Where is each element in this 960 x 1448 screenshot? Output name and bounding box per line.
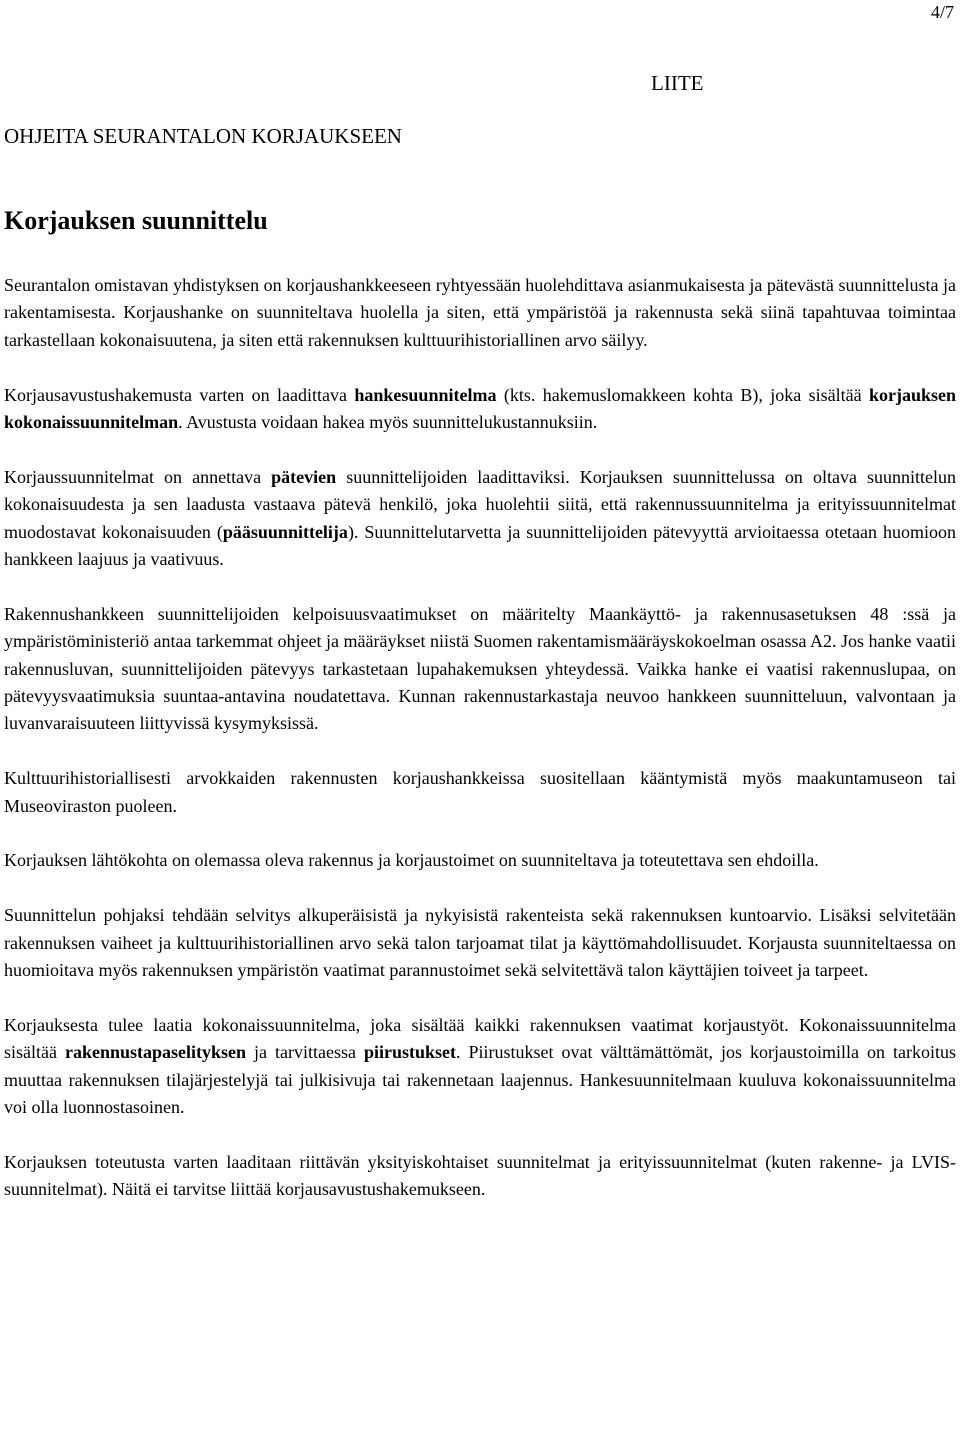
paragraph-8-bold-1: rakennustapaselityksen [64, 1042, 247, 1063]
paragraph-7: Suunnittelun pohjaksi tehdään selvitys alkuperäisistä ja nykyisistä rakenteista sekä rakennuksen kuntoarvio. Lisäksi selvitetään rakennuksen vaiheet ja kulttuurihistoriallinen arvo sekä talon tarjoamat tilat ja käyttömahdollisuudet. Korjausta suunniteltaessa on huomioitava myös rakennuksen ympäristön vaatimat parannustoimet sekä selvitettävä talon käyttäjien toiveet ja tarpeet. [4, 905, 956, 981]
paragraph-6: Korjauksen lähtökohta on olemassa oleva rakennus ja korjaustoimet on suunniteltava ja toteutettava sen ehdoilla. [4, 850, 819, 871]
paragraph-3-bold-1: pätevien [271, 466, 337, 487]
paragraph-2-text-1: Korjausavustushakemusta varten on laadittava [4, 384, 355, 405]
paragraph-3-bold-2: pääsuunnittelija [222, 521, 348, 542]
paragraph-2-bold-2: korjauksen kokonaissuunnitelman [4, 384, 956, 433]
paragraph-2-text-2: (kts. hakemuslomakkeen kohta B), joka sisältää [496, 384, 869, 405]
liite-label: LIITE [651, 71, 704, 95]
paragraph-8-bold-2: piirustukset [364, 1042, 457, 1063]
paragraph-3-text-2: suunnittelijoiden laadittaviksi. Korjauksen suunnittelussa on oltava suunnittelun kokonaisuudesta ja sen laadusta vastaava pätevä henkilö, joka huolehtii siitä, että rakennussuunnitelma ja erityissuunnitelmat muodostavat kokonaisuuden ( [4, 466, 957, 542]
paragraph-8-text-2: ja tarvittaessa [246, 1042, 364, 1063]
paragraph-3-text-3: ). Suunnittelutarvetta ja suunnittelijoiden pätevyyttä arvioitaessa otetaan huomioon hankkeen laajuus ja vaativuus. [4, 521, 956, 570]
paragraph-5: Kulttuurihistoriallisesti arvokkaiden rakennusten korjaushankkeissa suositellaan kääntymistä myös maakuntamuseon tai Museoviraston puoleen. [4, 768, 956, 816]
paragraph-8-text-3: . Piirustukset ovat välttämättömät, jos korjaustoimilla on tarkoitus muuttaa rakennuksen tilajärjestelyjä tai julkisivuja tai rakennetaan laajennus. Hankesuunnitelmaan kuuluva kokonaissuunnitelma voi olla luonnostasoinen. [4, 1042, 956, 1118]
paragraph-3 [4, 464, 956, 574]
section-heading: Korjauksen suunnittelu [4, 206, 268, 235]
page-number: 4/7 [930, 2, 954, 22]
paragraph-8-text-1: Korjauksesta tulee laatia kokonaissuunnitelma, joka sisältää kaikki rakennuksen vaatimat korjaustyöt. Kokonaissuunnitelma sisältää [4, 1014, 956, 1063]
paragraph-2-text-3: . Avustusta voidaan hakea myös suunnittelukustannuksiin. [178, 412, 598, 433]
paragraph-1: Seurantalon omistavan yhdistyksen on korjaushankkeeseen ryhtyessään huolehdittava asianmukaisesta ja pätevästä suunnittelusta ja rakentamisesta. Korjaushanke on suunniteltava huolella ja siten, että ympäristöä ja rakennusta sekä siinä tapahtuvaa toimintaa tarkastellaan kokonaisuutena, ja siten että rakennuksen kulttuurihistoriallinen arvo säilyy. [4, 275, 956, 350]
paragraph-4: Rakennushankkeen suunnittelijoiden kelpoisuusvaatimukset on määritelty Maankäyttö- ja rakennusasetuksen 48 :ssä ja ympäristöministeriö antaa tarkemmat ohjeet ja määräykset niistä Suomen rakentamismääräyskokoelman osassa A2. Jos hanke vaatii rakennusluvan, suunnittelijoiden pätevyys tarkastetaan lupahakemuksen yhteydessä. Vaikka hanke ei vaatisi rakennuslupaa, on pätevyysvaatimuksia suuntaa-antavina noudatettava. Kunnan rakennustarkastaja neuvoo hankkeen suunnitteluun, valvontaan ja luvanvaraisuuteen liittyvissä kysymyksissä. [4, 603, 956, 734]
paragraph-2 [4, 382, 956, 437]
paragraph-8 [4, 1012, 956, 1122]
paragraph-9: Korjauksen toteutusta varten laaditaan riittävän yksityiskohtaiset suunnitelmat ja erityissuunnitelmat (kuten rakenne- ja LVIS-suunnitelmat). Näitä ei tarvitse liittää korjausavustushakemukseen. [4, 1151, 956, 1200]
document-body [4, 272, 956, 1231]
paragraph-3-text-1: Korjaussuunnitelmat on annettava [4, 466, 272, 487]
paragraph-2-bold-1: hankesuunnitelma [354, 384, 497, 405]
document-title: OHJEITA SEURANTALON KORJAUKSEEN [4, 124, 402, 148]
